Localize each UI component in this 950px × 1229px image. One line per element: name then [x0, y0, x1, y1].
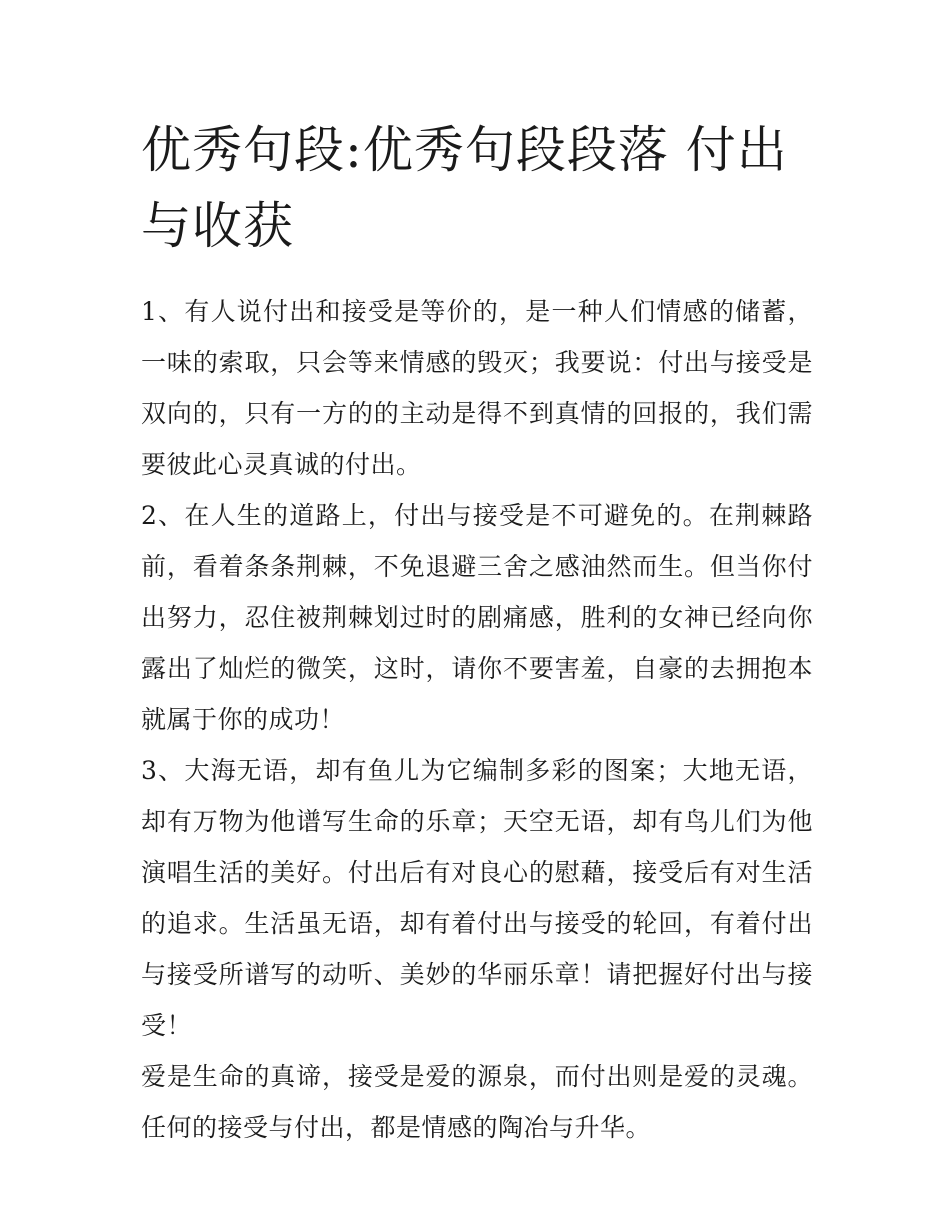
- paragraph-1: 1、有人说付出和接受是等价的，是一种人们情感的储蓄，一味的索取，只会等来情感的毁灭；我要说：付出与接受是双向的，只有一方的的主动是得不到真情的回报的，我们需要彼此心灵真诚的付出。: [141, 297, 813, 479]
- paragraph-3: 3、大海无语，却有鱼儿为它编制多彩的图案；大地无语，却有万物为他谱写生命的乐章；天空无语，却有鸟儿们为他演唱生活的美好。付出后有对良心的慰藉，接受后有对生活的追求。生活虽无语，却有着付出与接受的轮回，有着付出与接受所谱写的动听、美妙的华丽乐章！请把握好付出与接受！: [141, 756, 813, 1040]
- document-page: [141, 112, 813, 1153]
- paragraph-4: 爱是生命的真谛，接受是爱的源泉，而付出则是爱的灵魂。任何的接受与付出，都是情感的陶冶与升华。: [141, 1062, 813, 1142]
- page-title: 优秀句段:优秀句段段落 付出与收获: [141, 121, 788, 255]
- paragraph-2: 2、在人生的道路上，付出与接受是不可避免的。在荆棘路前，看着条条荆棘，不免退避三舍之感油然而生。但当你付出努力，忍住被荆棘划过时的剧痛感，胜利的女神已经向你露出了灿烂的微笑，这时，请你不要害羞，自豪的去拥抱本就属于你的成功！: [141, 501, 813, 734]
